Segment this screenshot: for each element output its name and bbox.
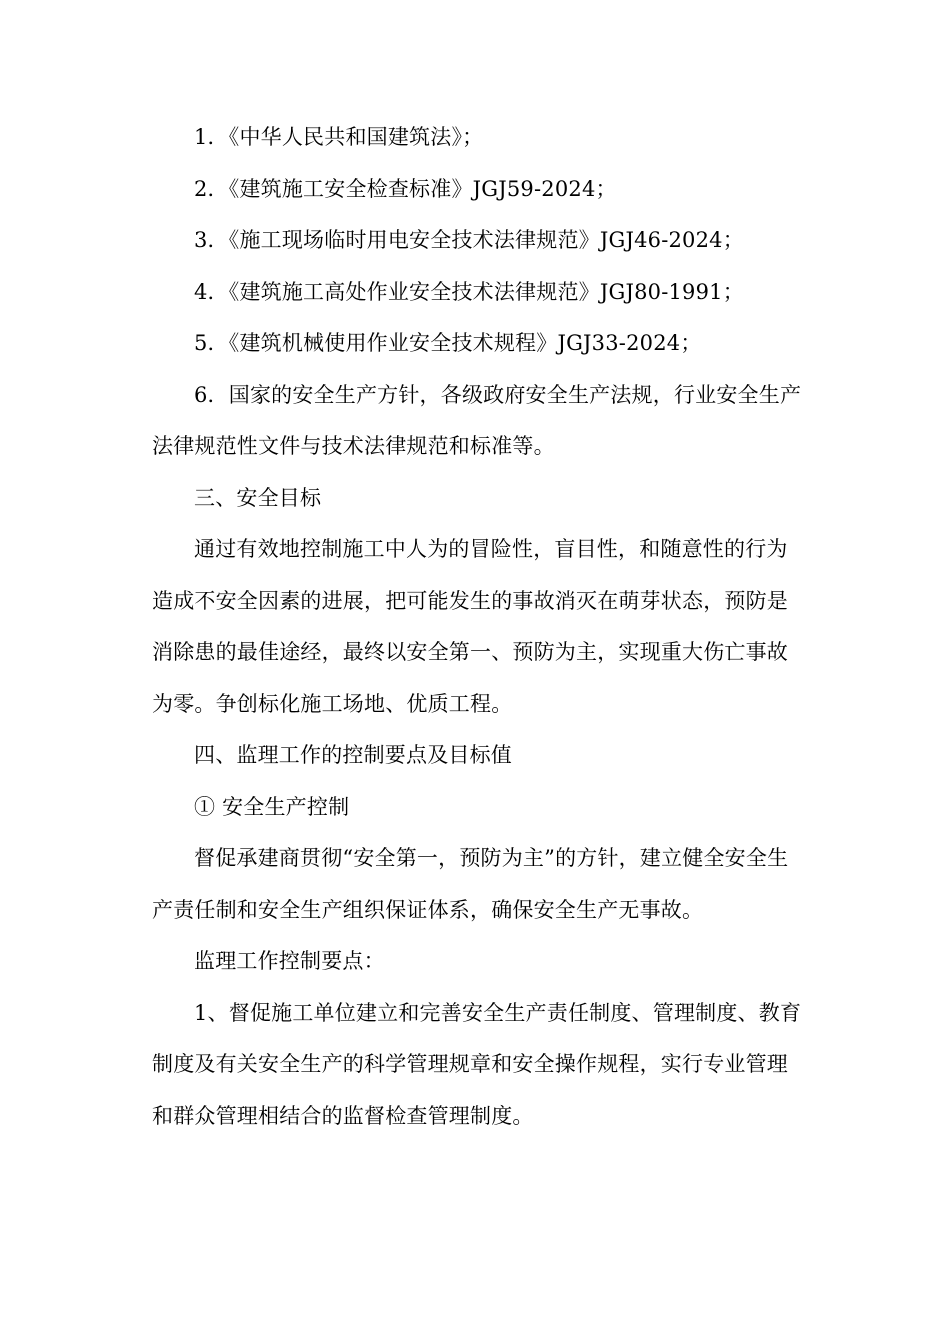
- subheading-safety-production-control: ① 安全生产控制: [194, 794, 350, 819]
- safety-goals-paragraph: 通过有效地控制施工中人为的冒险性，盲目性，和随意性的行为造成不安全因素的进展，把可能发生的事故消灭在萌芽状态，预防是消除患的最佳途经，最终以安全第一、预防为主，实现重大伤亡事故为零。争创标化施工场地、优质工程。: [152, 537, 788, 716]
- reference-item-6: 6．国家的安全生产方针，各级政府安全生产法规，行业安全生产法律规范性文件与技术法律规范和标准等。: [152, 382, 802, 458]
- section-heading-safety-goals: 三、安全目标: [194, 485, 322, 510]
- reference-item-2: 2．《建筑施工安全检查标准》JGJ59-2024；: [194, 176, 617, 201]
- reference-item-4: 4．《建筑施工高处作业安全技术法律规范》JGJ80-1991；: [194, 279, 744, 304]
- document-page: [152, 112, 802, 1142]
- safety-production-paragraph: 督促承建商贯彻“安全第一，预防为主”的方针，建立健全安全生产责任制和安全生产组织保证体系，确保安全生产无事故。: [152, 846, 789, 922]
- control-point-item-1: 1、督促施工单位建立和完善安全生产责任制度、管理制度、教育制度及有关安全生产的科学管理规章和安全操作规程，实行专业管理和群众管理相结合的监督检查管理制度。: [152, 1000, 802, 1128]
- control-points-label: 监理工作控制要点：: [194, 949, 385, 973]
- reference-item-5: 5．《建筑机械使用作业安全技术规程》JGJ33-2024；: [194, 331, 702, 355]
- section-heading-control-points: 四、监理工作的控制要点及目标值: [194, 743, 512, 767]
- reference-item-3: 3．《施工现场临时用电安全技术法律规范》JGJ46-2024；: [194, 228, 744, 252]
- reference-item-1: 1．《中华人民共和国建筑法》；: [194, 125, 484, 149]
